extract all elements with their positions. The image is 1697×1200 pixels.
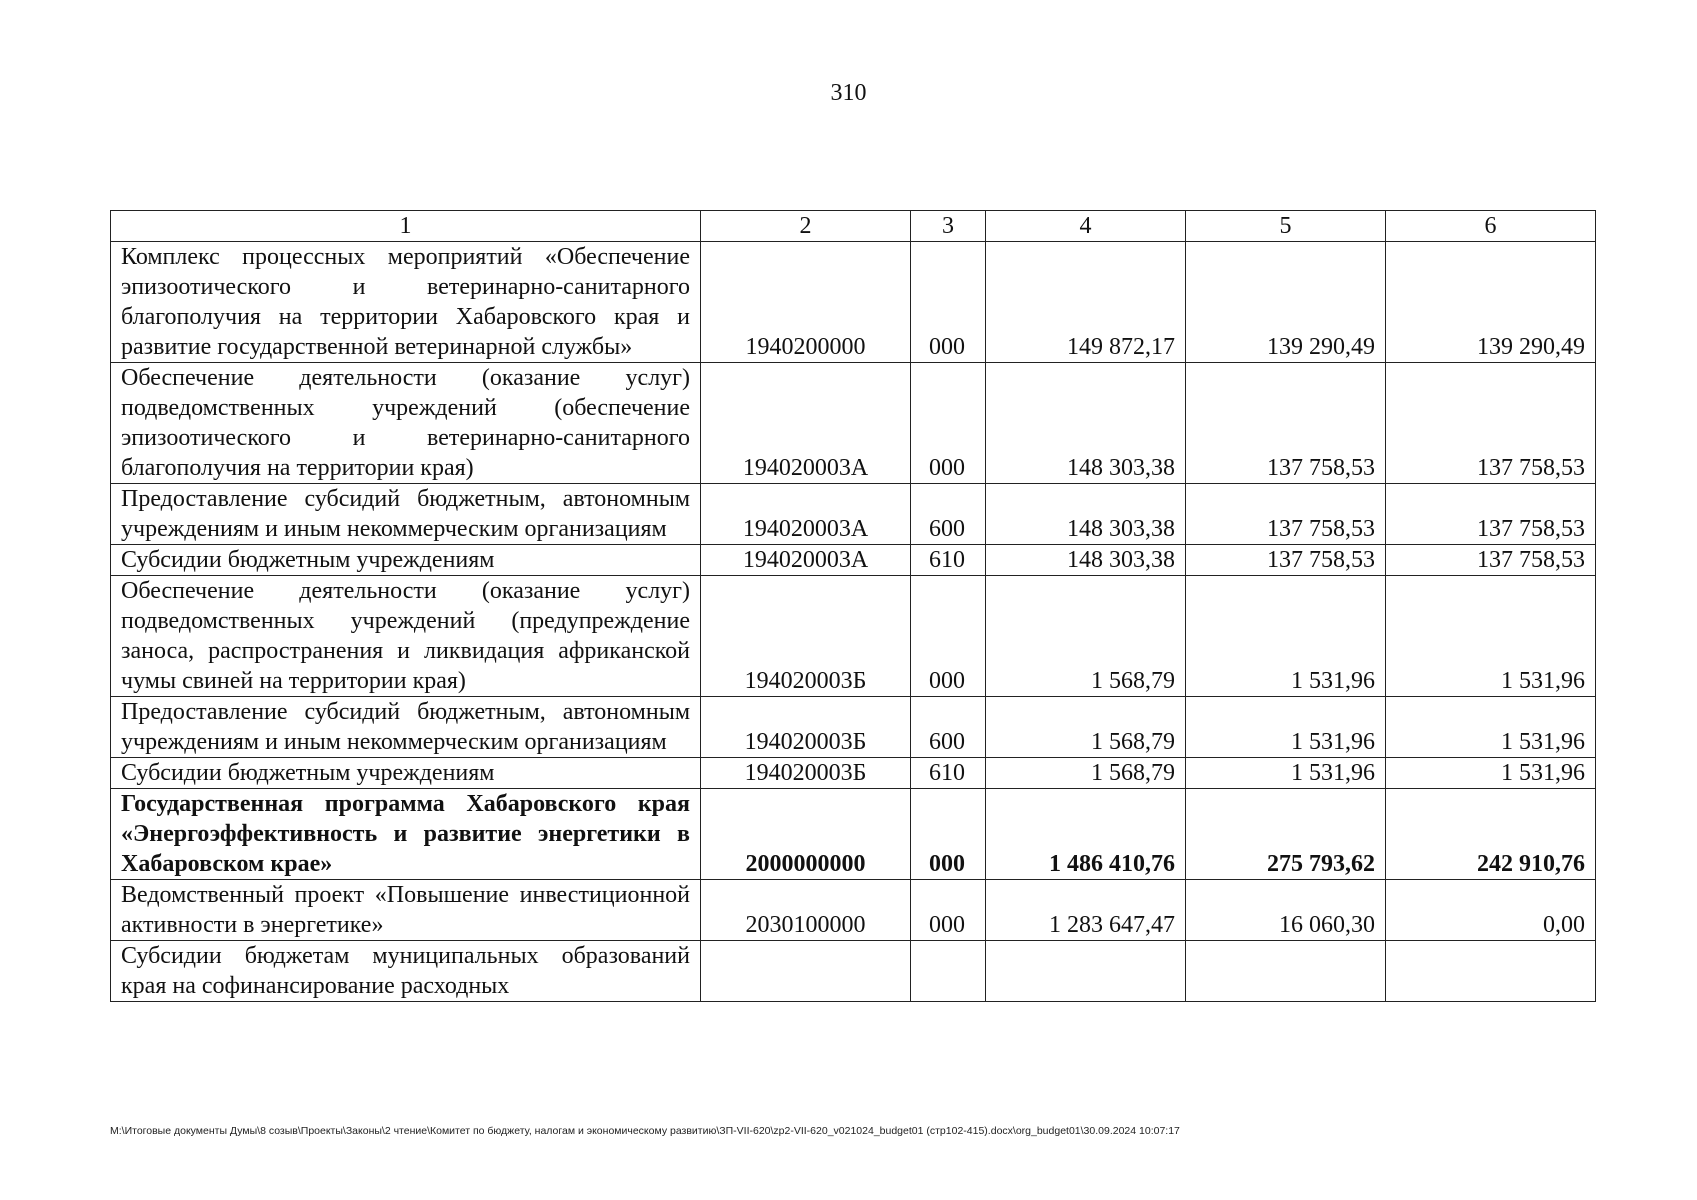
row-value-5: 275 793,62 (1186, 789, 1386, 880)
row-type: 000 (911, 880, 986, 941)
row-value-4: 1 568,79 (986, 576, 1186, 697)
page-number: 310 (830, 80, 867, 106)
column-header: 4 (986, 211, 1186, 242)
table-header-row (111, 211, 1596, 242)
row-description: Обеспечение деятельности (оказание услуг) подведомственных учреждений (обеспечение эпизоотического и ветеринарно-санитарного благополучия на территории края) (111, 363, 701, 484)
row-value-6: 242 910,76 (1386, 789, 1596, 880)
row-code: 194020003А (701, 363, 911, 484)
table-row (111, 576, 1596, 697)
row-value-6: 1 531,96 (1386, 697, 1596, 758)
column-header: 1 (111, 211, 701, 242)
table-row (111, 242, 1596, 363)
table-row-continued (111, 941, 1596, 1002)
row-value-4: 1 568,79 (986, 758, 1186, 789)
row-description: Предоставление субсидий бюджетным, автономным учреждениям и иным некоммерческим организациям (111, 484, 701, 545)
row-value-4: 1 486 410,76 (986, 789, 1186, 880)
row-value-6: 137 758,53 (1386, 363, 1596, 484)
table-row (111, 697, 1596, 758)
row-type: 600 (911, 697, 986, 758)
table-row (111, 484, 1596, 545)
row-value-6: 1 531,96 (1386, 758, 1596, 789)
row-value-5: 1 531,96 (1186, 697, 1386, 758)
budget-table (110, 210, 1596, 1002)
row-value-6: 139 290,49 (1386, 242, 1596, 363)
row-value-5: 137 758,53 (1186, 545, 1386, 576)
column-header: 5 (1186, 211, 1386, 242)
table-row-program (111, 789, 1596, 880)
row-value-5: 137 758,53 (1186, 363, 1386, 484)
row-type: 000 (911, 363, 986, 484)
footer-file-path: M:\Итоговые документы Думы\8 созыв\Проекты\Законы\2 чтение\Комитет по бюджету, налогам и экономическому развитию\ЗП-VII-620\zp2-VII-620_v021024_budget01 (стр102-415).docx\org_budget01\30.09.2024 10:07:17 (110, 1125, 1180, 1137)
row-value-5 (1186, 941, 1386, 1002)
column-header: 3 (911, 211, 986, 242)
row-value-4: 148 303,38 (986, 545, 1186, 576)
row-description: Комплекс процессных мероприятий «Обеспечение эпизоотического и ветеринарно-санитарного благополучия на территории Хабаровского края и развитие государственной ветеринарной службы» (111, 242, 701, 363)
row-value-4: 1 568,79 (986, 697, 1186, 758)
row-value-4: 149 872,17 (986, 242, 1186, 363)
row-description: Государственная программа Хабаровского края «Энергоэффективность и развитие энергетики в Хабаровском крае» (111, 789, 701, 880)
row-type: 600 (911, 484, 986, 545)
row-code: 194020003Б (701, 576, 911, 697)
row-code: 194020003А (701, 484, 911, 545)
table-row (111, 758, 1596, 789)
row-code: 2030100000 (701, 880, 911, 941)
row-code: 194020003А (701, 545, 911, 576)
row-value-5: 139 290,49 (1186, 242, 1386, 363)
row-value-4 (986, 941, 1186, 1002)
row-type: 610 (911, 758, 986, 789)
row-value-6: 137 758,53 (1386, 545, 1596, 576)
row-type: 000 (911, 576, 986, 697)
row-value-6: 137 758,53 (1386, 484, 1596, 545)
row-value-6 (1386, 941, 1596, 1002)
table-row (111, 363, 1596, 484)
row-value-6: 0,00 (1386, 880, 1596, 941)
table-row (111, 880, 1596, 941)
row-code (701, 941, 911, 1002)
row-value-5: 137 758,53 (1186, 484, 1386, 545)
row-value-5: 16 060,30 (1186, 880, 1386, 941)
table-row (111, 545, 1596, 576)
row-value-4: 148 303,38 (986, 363, 1186, 484)
row-value-5: 1 531,96 (1186, 758, 1386, 789)
row-code: 194020003Б (701, 697, 911, 758)
row-type: 000 (911, 789, 986, 880)
row-description: Предоставление субсидий бюджетным, автономным учреждениям и иным некоммерческим организациям (111, 697, 701, 758)
row-code: 2000000000 (701, 789, 911, 880)
row-value-4: 1 283 647,47 (986, 880, 1186, 941)
row-type: 000 (911, 242, 986, 363)
row-description: Субсидии бюджетным учреждениям (111, 545, 701, 576)
row-type (911, 941, 986, 1002)
row-description: Обеспечение деятельности (оказание услуг) подведомственных учреждений (предупреждение заноса, распространения и ликвидация африканской чумы свиней на территории края) (111, 576, 701, 697)
row-type: 610 (911, 545, 986, 576)
row-code: 194020003Б (701, 758, 911, 789)
row-value-5: 1 531,96 (1186, 576, 1386, 697)
row-description: Ведомственный проект «Повышение инвестиционной активности в энергетике» (111, 880, 701, 941)
column-header: 6 (1386, 211, 1596, 242)
row-description: Субсидии бюджетным учреждениям (111, 758, 701, 789)
column-header: 2 (701, 211, 911, 242)
row-code: 1940200000 (701, 242, 911, 363)
row-value-4: 148 303,38 (986, 484, 1186, 545)
row-description: Субсидии бюджетам муниципальных образований края на софинансирование расходных (111, 941, 701, 1002)
row-value-6: 1 531,96 (1386, 576, 1596, 697)
